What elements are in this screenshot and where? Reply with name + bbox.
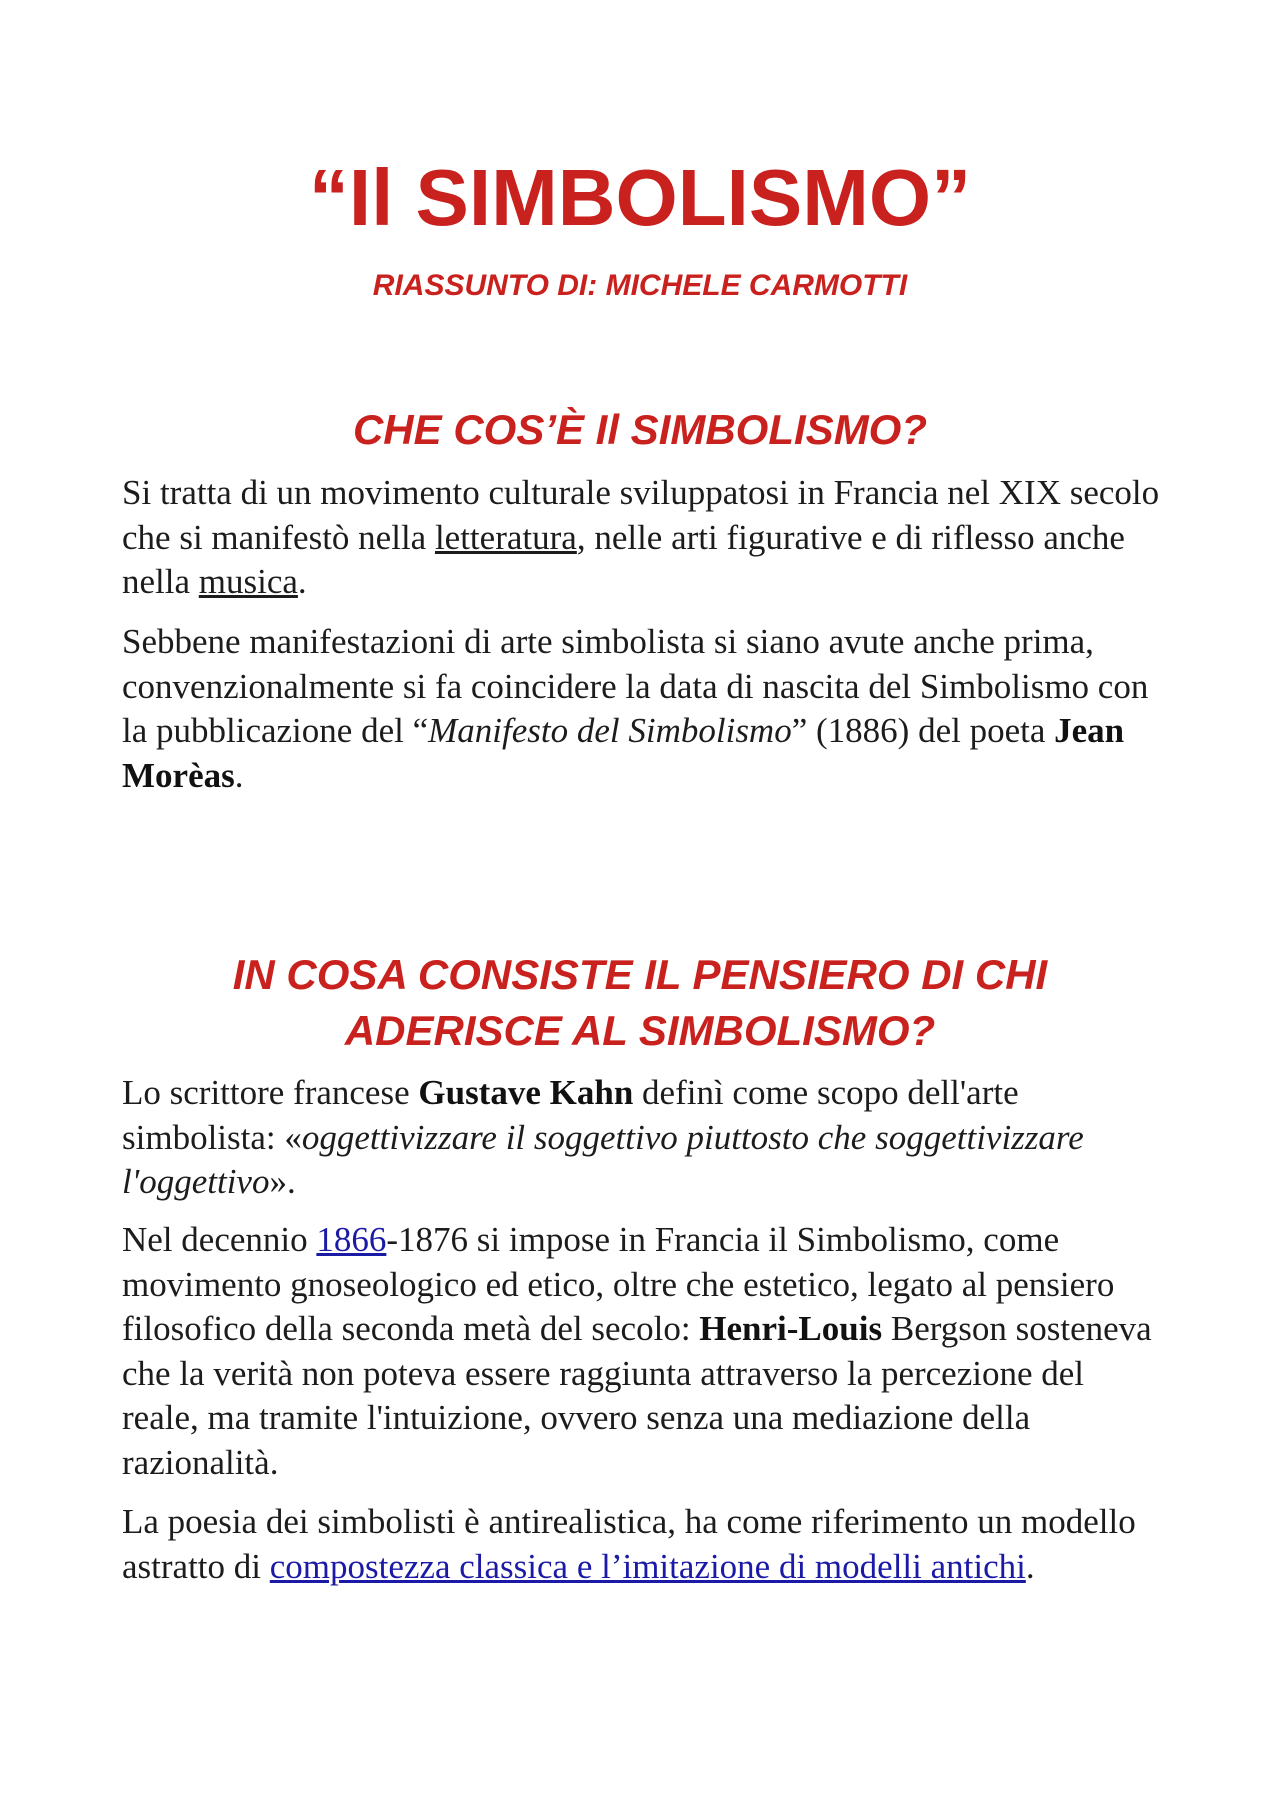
text: ». bbox=[269, 1162, 296, 1201]
paragraph-bergson bbox=[122, 1218, 1162, 1485]
text: Lo scrittore francese bbox=[122, 1073, 419, 1112]
document-title: “Il SIMBOLISMO” bbox=[308, 153, 972, 242]
italic-manifesto-title: Manifesto del Simbolismo bbox=[428, 711, 792, 750]
text: Sebbene manifestazioni di arte simbolista si siano avute anche prima, convenzionalmente si fa coincidere la data di nascita del Simbolismo con la pubblicazione del “ bbox=[122, 622, 1149, 750]
paragraph-definition bbox=[122, 471, 1162, 605]
italic-quote: oggettivizzare il soggettivo piuttosto che soggettivizzare l'oggettivo bbox=[122, 1117, 1084, 1201]
text: La poesia dei simbolisti è antirealistica, ha come riferimento un modello astratto di bbox=[122, 1502, 1136, 1586]
heading-line: IN COSA CONSISTE IL PENSIERO DI CHI bbox=[232, 951, 1048, 998]
paragraph-kahn bbox=[122, 1071, 1162, 1205]
underlined-term-musica: musica bbox=[198, 562, 298, 601]
text: . bbox=[297, 562, 307, 601]
document-subtitle: RIASSUNTO DI: MICHELE CARMOTTI bbox=[372, 269, 908, 302]
bold-author-name: Gustave Kahn bbox=[418, 1073, 634, 1112]
link-classical-models[interactable]: compostezza classica e l’imitazione di modelli antichi bbox=[269, 1546, 1026, 1586]
underlined-term-letteratura: letteratura bbox=[434, 517, 577, 557]
bold-author-name: Jean Morèas bbox=[122, 711, 1125, 795]
text: Nel decennio bbox=[122, 1220, 317, 1259]
link-1866[interactable]: 1866 bbox=[316, 1220, 387, 1259]
text: . bbox=[234, 755, 244, 795]
text: -1876 si impose in Francia il Simbolismo, come movimento gnoseologico ed etico, oltre che estetico, legato al pensiero filosofico della seconda metà del secolo: bbox=[122, 1220, 1115, 1348]
text: ” (1886) del poeta bbox=[791, 711, 1055, 750]
paragraph-origin bbox=[122, 620, 1162, 798]
section-heading-thought bbox=[0, 947, 1280, 1059]
text: Bergson sosteneva che la verità non poteva essere raggiunta attraverso la percezione del reale, ma tramite l'intuizione, ovvero senza una mediazione della razionalità. bbox=[122, 1309, 1152, 1482]
text: Si tratta di un movimento culturale sviluppatosi in Francia nel XIX secolo che si manifestò nella bbox=[122, 473, 1160, 557]
text: , nelle arti figurative e di riflesso anche nella bbox=[122, 517, 1125, 601]
bold-author-name: Henri-Louis bbox=[699, 1309, 883, 1348]
text: . bbox=[1025, 1546, 1035, 1586]
paragraph-poetry bbox=[122, 1500, 1162, 1589]
section-heading-what-is: CHE COS’È Il SIMBOLISMO? bbox=[352, 406, 928, 453]
heading-line: ADERISCE AL SIMBOLISMO? bbox=[344, 1007, 936, 1054]
text: definì come scopo dell'arte simbolista: « bbox=[122, 1073, 1019, 1157]
